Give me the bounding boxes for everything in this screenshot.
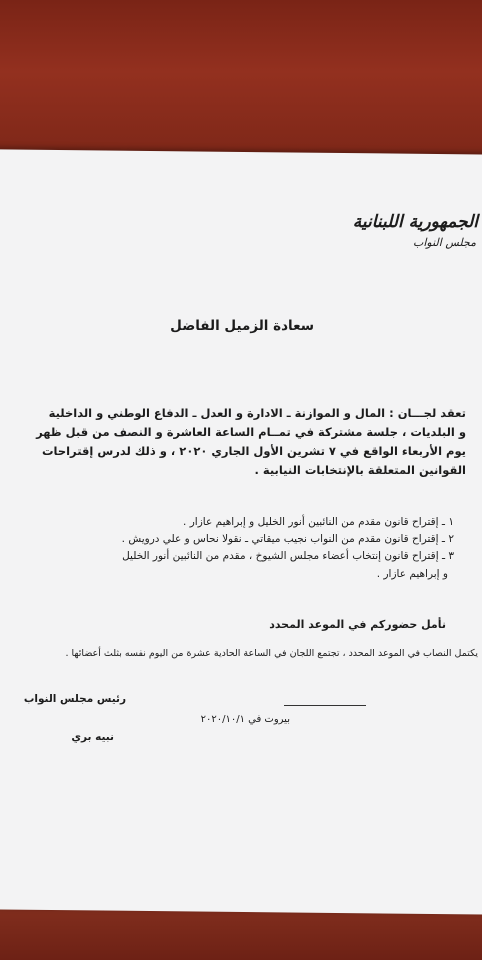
- agenda-item-1: ١ ـ إقتراح قانون مقدم من النائبين أنور الخليل و إبراهيم عازار .: [183, 516, 454, 528]
- body-line-2: و البلديات ، جلسة مشتركة في تمــام الساعة العاشرة و النصف من قبل ظهر: [36, 425, 466, 439]
- closing-line: نأمل حضوركم في الموعد المحدد: [269, 618, 446, 631]
- letterhead-republic: الجمهورية اللبنانية: [352, 212, 478, 232]
- quorum-note: يكتمل النصاب في الموعد المحدد ، تجتمع اللجان في الساعة الحادية عشرة من اليوم نفسه بثلث أعضائها .: [65, 648, 478, 659]
- agenda-item-3: ٣ ـ إقتراح قانون إنتخاب أعضاء مجلس الشيوخ ، مقدم من النائبين أنور الخليل: [122, 550, 454, 562]
- letterhead-parliament: مجلس النواب: [413, 236, 476, 249]
- signatory-title: رئيس مجلس النواب: [23, 693, 126, 705]
- body-line-3: يوم الأربعاء الواقع في ٧ تشرين الأول الجاري ٢٠٢٠ ، و ذلك لدرس إقتراحات: [41, 444, 466, 458]
- body-line-1: تعقد لجـــان : المال و الموازنة ـ الادارة و العدل ـ الدفاع الوطني و الداخلية: [48, 406, 466, 420]
- place-date: بيروت في ٢٠٢٠/١٠/١: [200, 714, 290, 725]
- agenda-item-2: ٢ ـ إقتراح قانون مقدم من النواب نجيب ميقاتي ـ نقولا نحاس و علي درويش .: [121, 533, 454, 545]
- salutation: سعادة الزميل الفاضل: [170, 318, 314, 334]
- body-line-4: القوانين المتعلقة بالإنتخابات النيابية .: [254, 463, 466, 477]
- signatory-name: نبيه بري: [71, 731, 114, 743]
- signature-line: [284, 705, 366, 706]
- agenda-item-3-cont: و إبراهيم عازار .: [376, 568, 448, 580]
